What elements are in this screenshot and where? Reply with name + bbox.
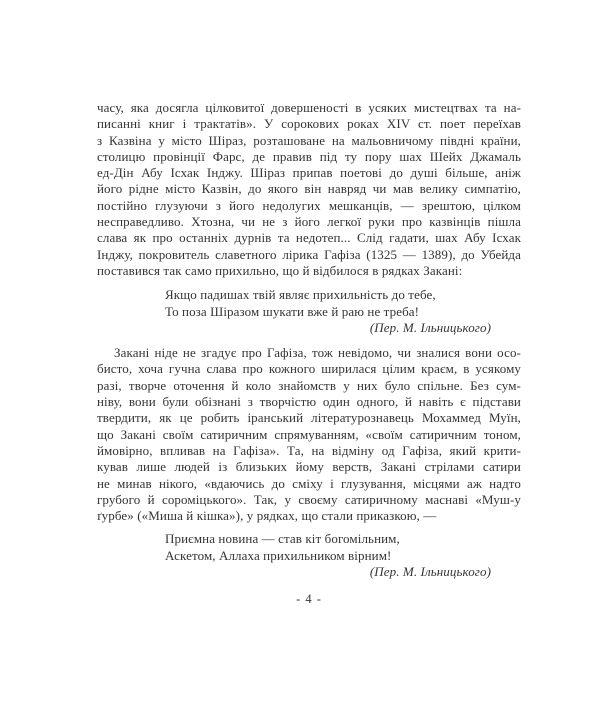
text-line: з Казвіна у місто Шіраз, розташоване на мальовничому півдні країни, — [97, 132, 521, 148]
translator-attribution: (Пер. М. Ільницького) — [369, 564, 491, 580]
paragraph-continuation — [97, 100, 521, 279]
text-line: Інджу, покровитель славетного лірика Гафіза (1325 — 1389), до Убейда — [97, 246, 521, 262]
paragraph-2 — [97, 345, 521, 524]
text-line: твердити, як це робить іранський літературознавець Мохаммед Муїн, — [97, 410, 521, 426]
text-line: не минав нікого, «вдаючись до сміху і глузування, місцями аж надто — [97, 475, 521, 491]
text-line: несправедливо. Хтозна, чи не з його легкої руки про казвінців пішла — [97, 214, 521, 230]
translator-attribution: (Пер. М. Ільницького) — [369, 319, 491, 335]
page-text-block — [97, 100, 521, 608]
text-line: Закані ніде не згадує про Гафіза, тож невідомо, чи зналися вони осо- — [114, 345, 521, 361]
text-line: разі, творче оточення й коло знайомств у них було спільне. Без сум- — [97, 377, 521, 393]
verse-lines — [165, 287, 521, 320]
text-line: Приємна новина — став кіт богомільним, — [165, 531, 400, 547]
text-line: ніву, вони були обізнані з творчістю один одного, й навіть є підстави — [97, 394, 521, 410]
verse-quote-1 — [97, 287, 521, 336]
text-line: кував лише людей із близьких йому верств, Закані стрілами сатири — [97, 459, 521, 475]
text-line: бисто, хоча гучна слава про кожного ширилася цілим краєм, в усякому — [97, 361, 521, 377]
text-line: столицю провінції Фарс, де правив під ту пору шах Шейх Джамаль — [97, 148, 521, 164]
verse-quote-2 — [97, 531, 521, 580]
text-line: ед-Дін Абу Ісхак Інджу. Шіраз припав поетові до душі більше, аніж — [97, 165, 521, 181]
text-line: То поза Шіразом шукати вже й раю не треба! — [165, 303, 420, 319]
page-number: - 4 - — [296, 592, 322, 607]
verse-lines — [165, 531, 521, 564]
text-line: постійно глузуючи з його недолугих мешканців, — зрештою, цілком — [97, 197, 521, 213]
text-line: Якщо падишах твій являє прихильність до тебе, — [165, 287, 436, 303]
text-line: грубого й сороміцького». Так, у своєму сатиричному маснаві «Муш-у — [97, 491, 521, 507]
text-line: слава як про останніх дурнів та недотеп... Слід гадати, шах Абу Ісхак — [97, 230, 521, 246]
text-line: поставився так само прихильно, що й відбилося в рядках Закані: — [97, 262, 463, 278]
text-line: ґурбе» («Миша й кішка»), у рядках, що стали приказкою, — — [97, 508, 437, 524]
text-line: що Закані своїм сатиричним спрямуванням, «своїм сатиричним тоном, — [97, 426, 521, 442]
text-line: його рідне місто Казвін, до якого він навряд чи мав велику симпатію, — [97, 181, 521, 197]
text-line: писанні книг і трактатів». У сорокових роках XIV ст. поет переїхав — [97, 116, 521, 132]
text-line: ймовірно, впливав на Гафіза». Та, на відміну од Гафіза, який крити- — [97, 442, 521, 458]
text-line: Аскетом, Аллаха прихильником вірним! — [165, 547, 392, 563]
text-line: часу, яка досягла цілковитої довершеності в усяких мистецтвах та на- — [97, 100, 521, 115]
